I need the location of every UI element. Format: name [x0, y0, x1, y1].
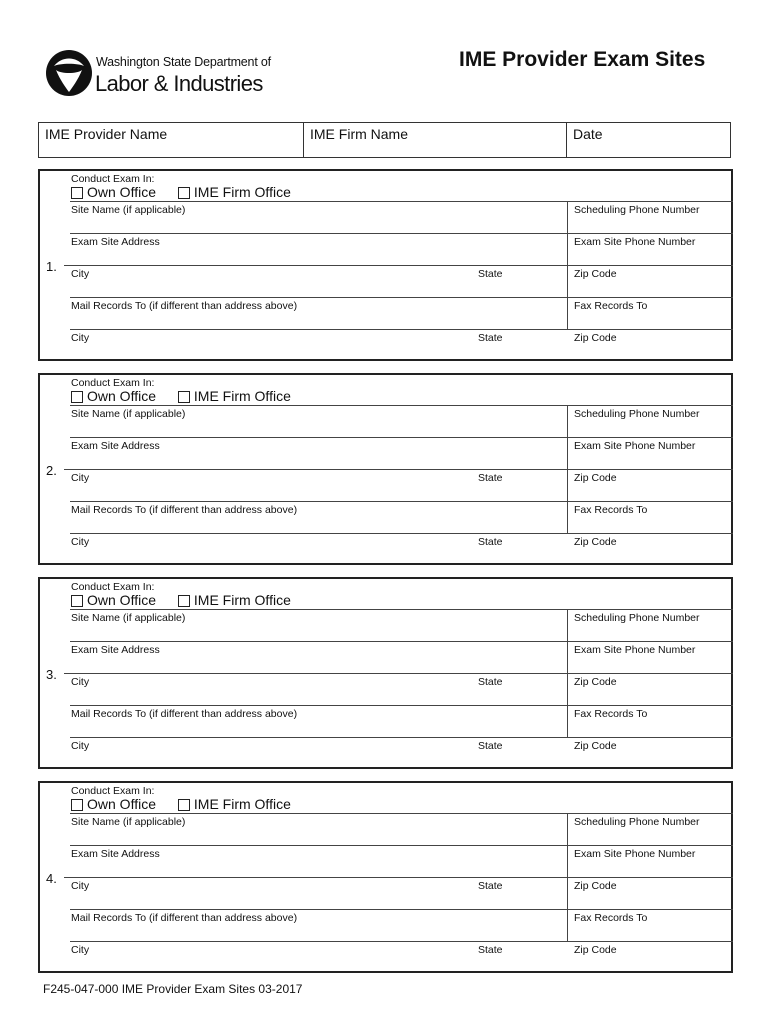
scheduling-phone-field[interactable]: Scheduling Phone Number — [574, 204, 700, 216]
exam-site-section — [38, 577, 733, 769]
exam-location-options — [71, 388, 309, 404]
mail-zip-field[interactable]: Zip Code — [574, 740, 617, 752]
own-office-label: Own Office — [87, 388, 156, 404]
fax-records-field[interactable]: Fax Records To — [574, 708, 648, 720]
state-field[interactable]: State — [478, 472, 503, 484]
mail-city-field[interactable]: City — [71, 944, 90, 956]
own-office-checkbox[interactable] — [71, 595, 83, 607]
exam-address-field[interactable]: Exam Site Address — [71, 848, 160, 860]
site-name-field[interactable]: Site Name (if applicable) — [71, 816, 186, 828]
mail-city-field[interactable]: City — [71, 740, 90, 752]
scheduling-phone-field[interactable]: Scheduling Phone Number — [574, 816, 700, 828]
mail-state-field[interactable]: State — [478, 332, 503, 344]
exam-site-section — [38, 169, 733, 361]
own-office-label: Own Office — [87, 592, 156, 608]
conduct-exam-label: Conduct Exam In: — [71, 173, 155, 185]
own-office-checkbox[interactable] — [71, 187, 83, 199]
exam-phone-field[interactable]: Exam Site Phone Number — [574, 236, 696, 248]
mail-zip-field[interactable]: Zip Code — [574, 332, 617, 344]
agency-logo — [44, 44, 274, 104]
exam-phone-field[interactable]: Exam Site Phone Number — [574, 644, 696, 656]
site-name-field[interactable]: Site Name (if applicable) — [71, 612, 186, 624]
exam-address-field[interactable]: Exam Site Address — [71, 644, 160, 656]
exam-phone-field[interactable]: Exam Site Phone Number — [574, 848, 696, 860]
zip-field[interactable]: Zip Code — [574, 676, 617, 688]
exam-address-field[interactable]: Exam Site Address — [71, 236, 160, 248]
mail-city-field[interactable]: City — [71, 332, 90, 344]
exam-location-options — [71, 796, 309, 812]
mail-city-field[interactable]: City — [71, 536, 90, 548]
zip-field[interactable]: Zip Code — [574, 880, 617, 892]
mail-state-field[interactable]: State — [478, 536, 503, 548]
section-number: 2. — [46, 463, 57, 478]
exam-location-options — [71, 592, 309, 608]
conduct-exam-label: Conduct Exam In: — [71, 581, 155, 593]
document-title: IME Provider Exam Sites — [459, 48, 706, 71]
firm-office-label: IME Firm Office — [193, 388, 291, 404]
firm-office-checkbox[interactable] — [178, 187, 190, 199]
firm-office-checkbox[interactable] — [178, 799, 190, 811]
fax-records-field[interactable]: Fax Records To — [574, 504, 648, 516]
section-number: 1. — [46, 259, 57, 274]
zip-field[interactable]: Zip Code — [574, 472, 617, 484]
fax-records-field[interactable]: Fax Records To — [574, 300, 648, 312]
form-footer: F245-047-000 IME Provider Exam Sites 03-2017 — [43, 982, 303, 996]
agency-name-line2: Labor & Industries — [95, 71, 263, 96]
state-field[interactable]: State — [478, 676, 503, 688]
state-field[interactable]: State — [478, 880, 503, 892]
own-office-label: Own Office — [87, 184, 156, 200]
exam-address-field[interactable]: Exam Site Address — [71, 440, 160, 452]
scheduling-phone-field[interactable]: Scheduling Phone Number — [574, 612, 700, 624]
city-field[interactable]: City — [71, 472, 90, 484]
exam-phone-field[interactable]: Exam Site Phone Number — [574, 440, 696, 452]
own-office-checkbox[interactable] — [71, 391, 83, 403]
mail-state-field[interactable]: State — [478, 740, 503, 752]
lni-logo-icon — [44, 44, 94, 100]
firm-office-label: IME Firm Office — [193, 184, 291, 200]
conduct-exam-label: Conduct Exam In: — [71, 785, 155, 797]
scheduling-phone-field[interactable]: Scheduling Phone Number — [574, 408, 700, 420]
provider-name-field[interactable]: IME Provider Name — [45, 126, 168, 142]
city-field[interactable]: City — [71, 880, 90, 892]
conduct-exam-label: Conduct Exam In: — [71, 377, 155, 389]
firm-name-field[interactable]: IME Firm Name — [310, 126, 408, 142]
firm-office-checkbox[interactable] — [178, 391, 190, 403]
mail-state-field[interactable]: State — [478, 944, 503, 956]
date-field[interactable]: Date — [573, 126, 603, 142]
mail-zip-field[interactable]: Zip Code — [574, 944, 617, 956]
own-office-label: Own Office — [87, 796, 156, 812]
section-number: 4. — [46, 871, 57, 886]
mail-records-field[interactable]: Mail Records To (if different than address above) — [71, 708, 298, 720]
section-number: 3. — [46, 667, 57, 682]
agency-name-line1: Washington State Department of — [96, 55, 271, 69]
exam-site-section — [38, 373, 733, 565]
exam-location-options — [71, 184, 309, 200]
mail-records-field[interactable]: Mail Records To (if different than address above) — [71, 300, 298, 312]
fax-records-field[interactable]: Fax Records To — [574, 912, 648, 924]
city-field[interactable]: City — [71, 268, 90, 280]
mail-records-field[interactable]: Mail Records To (if different than address above) — [71, 912, 298, 924]
mail-records-field[interactable]: Mail Records To (if different than address above) — [71, 504, 298, 516]
state-field[interactable]: State — [478, 268, 503, 280]
provider-info-row — [38, 122, 731, 158]
own-office-checkbox[interactable] — [71, 799, 83, 811]
site-name-field[interactable]: Site Name (if applicable) — [71, 408, 186, 420]
firm-office-label: IME Firm Office — [193, 796, 291, 812]
firm-office-label: IME Firm Office — [193, 592, 291, 608]
firm-office-checkbox[interactable] — [178, 595, 190, 607]
mail-zip-field[interactable]: Zip Code — [574, 536, 617, 548]
zip-field[interactable]: Zip Code — [574, 268, 617, 280]
exam-site-section — [38, 781, 733, 973]
city-field[interactable]: City — [71, 676, 90, 688]
site-name-field[interactable]: Site Name (if applicable) — [71, 204, 186, 216]
